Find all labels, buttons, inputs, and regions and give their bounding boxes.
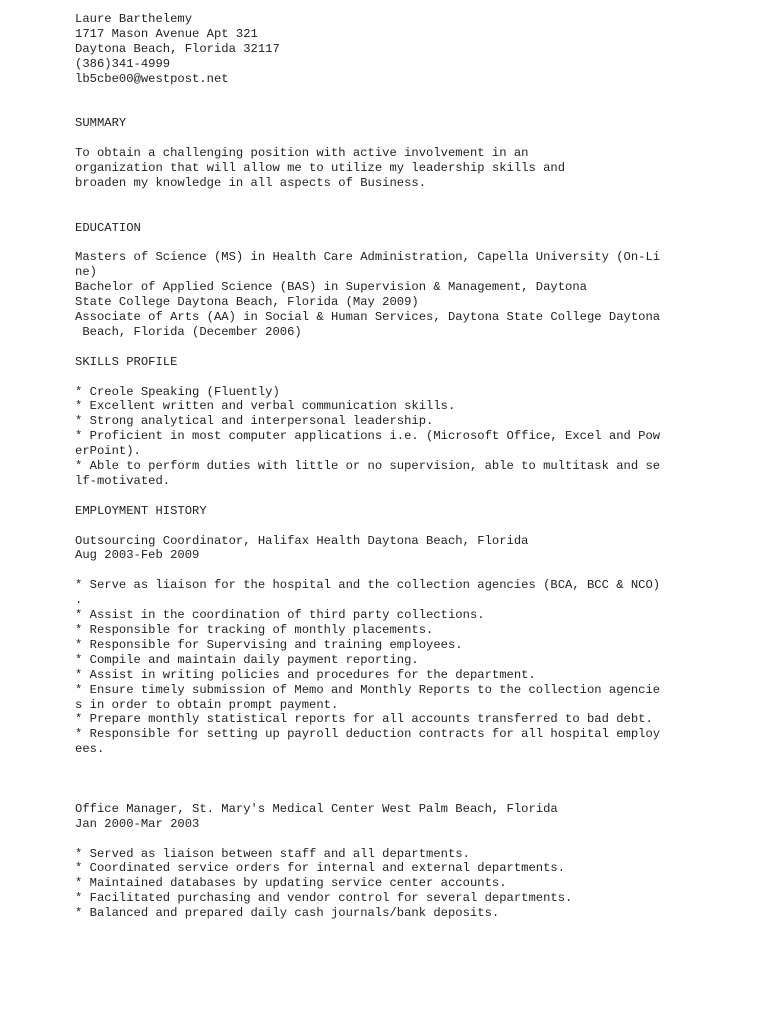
job-duty-line: * Serve as liaison for the hospital and the collection agencies (BCA, BCC & NCO) xyxy=(75,578,661,593)
contact-address-line-1: 1717 Mason Avenue Apt 321 xyxy=(75,26,258,41)
education-text-line: Associate of Arts (AA) in Social & Human Services, Daytona State College Daytona xyxy=(75,310,661,325)
skills-item-line: * Strong analytical and interpersonal leadership. xyxy=(75,414,434,429)
employment-section xyxy=(75,504,715,921)
education-section xyxy=(75,221,715,340)
job-title: Office Manager, St. Mary's Medical Center West Palm Beach, Florida xyxy=(75,801,558,816)
job-duty-line: * Facilitated purchasing and vendor control for several departments. xyxy=(75,891,573,906)
education-text-line: Masters of Science (MS) in Health Care Administration, Capella University (On-Li xyxy=(75,250,661,265)
contact-email: lb5cbe00@westpost.net xyxy=(75,71,229,86)
job-duty-line: * Balanced and prepared daily cash journals/bank deposits. xyxy=(75,906,500,921)
skills-item-line: * Excellent written and verbal communication skills. xyxy=(75,399,456,414)
summary-heading: SUMMARY xyxy=(75,116,127,131)
job-duty-line: * Ensure timely submission of Memo and Monthly Reports to the collection agencie xyxy=(75,682,661,697)
contact-address-line-2: Daytona Beach, Florida 32117 xyxy=(75,41,280,56)
job-duty-line: s in order to obtain prompt payment. xyxy=(75,697,339,712)
job-duty-line: ees. xyxy=(75,742,105,757)
job-duty-line: * Compile and maintain daily payment reporting. xyxy=(75,652,419,667)
education-text-line: ne) xyxy=(75,265,97,280)
skills-section xyxy=(75,355,715,489)
job-duty-line: * Responsible for setting up payroll deduction contracts for all hospital employ xyxy=(75,727,661,742)
job-dates: Jan 2000-Mar 2003 xyxy=(75,816,200,831)
skills-item-line: erPoint). xyxy=(75,444,141,459)
contact-block xyxy=(75,12,715,87)
job-duty-line: * Served as liaison between staff and all departments. xyxy=(75,846,470,861)
job-dates: Aug 2003-Feb 2009 xyxy=(75,548,200,563)
job-duty-line: * Responsible for Supervising and training employees. xyxy=(75,637,463,652)
job-duty-line: * Coordinated service orders for internal and external departments. xyxy=(75,861,566,876)
education-text-line: Beach, Florida (December 2006) xyxy=(75,324,302,339)
job-entry xyxy=(75,534,715,758)
job-title: Outsourcing Coordinator, Halifax Health Daytona Beach, Florida xyxy=(75,533,529,548)
contact-name: Laure Barthelemy xyxy=(75,12,193,26)
education-heading: EDUCATION xyxy=(75,220,141,235)
summary-text-line: organization that will allow me to utilize my leadership skills and xyxy=(75,161,566,176)
job-entry xyxy=(75,802,715,921)
job-duty-line: * Maintained databases by updating service center accounts. xyxy=(75,876,507,891)
summary-text-line: To obtain a challenging position with active involvement in an xyxy=(75,146,529,161)
employment-heading: EMPLOYMENT HISTORY xyxy=(75,503,207,518)
contact-phone: (386)341-4999 xyxy=(75,56,171,71)
skills-item-line: * Proficient in most computer applications i.e. (Microsoft Office, Excel and Pow xyxy=(75,429,661,444)
job-duty-line: * Assist in the coordination of third party collections. xyxy=(75,608,485,623)
skills-item-line: * Able to perform duties with little or no supervision, able to multitask and se xyxy=(75,459,661,474)
job-duty-line: * Assist in writing policies and procedures for the department. xyxy=(75,667,536,682)
skills-item-line: * Creole Speaking (Fluently) xyxy=(75,384,280,399)
education-text-line: Bachelor of Applied Science (BAS) in Supervision & Management, Daytona xyxy=(75,280,587,295)
job-duty-line: * Responsible for tracking of monthly placements. xyxy=(75,622,434,637)
resume-page xyxy=(75,12,715,921)
skills-heading: SKILLS PROFILE xyxy=(75,354,178,369)
summary-text-line: broaden my knowledge in all aspects of Business. xyxy=(75,175,427,190)
education-text-line: State College Daytona Beach, Florida (May 2009) xyxy=(75,295,419,310)
skills-item-line: lf-motivated. xyxy=(75,473,171,488)
job-duty-line: * Prepare monthly statistical reports for all accounts transferred to bad debt. xyxy=(75,712,653,727)
summary-section xyxy=(75,116,715,191)
job-duty-line: . xyxy=(75,593,83,608)
